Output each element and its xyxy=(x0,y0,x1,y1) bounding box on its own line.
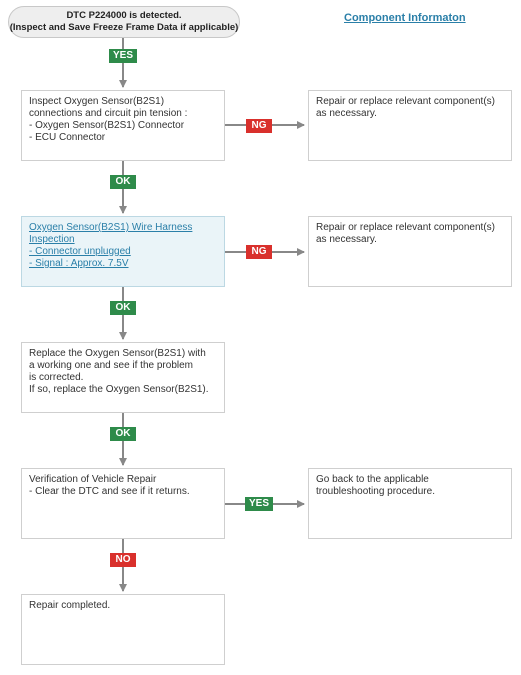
step-text: Inspect Oxygen Sensor(B2S1) xyxy=(29,96,165,107)
step-text: Replace the Oxygen Sensor(B2S1) with xyxy=(29,348,206,359)
connector-unplugged-link[interactable]: - Connector unplugged xyxy=(29,246,131,257)
step-text: connections and circuit pin tension : xyxy=(29,108,188,119)
ng-badge: NG xyxy=(246,119,272,133)
ok-badge: OK xyxy=(110,427,136,441)
start-line-1: DTC P224000 is detected. xyxy=(66,10,182,21)
side-text: troubleshooting procedure. xyxy=(316,486,435,497)
side-text: as necessary. xyxy=(316,108,377,119)
step-text: is corrected. xyxy=(29,372,84,383)
step-text: Repair completed. xyxy=(29,600,111,611)
step-verification xyxy=(21,468,225,539)
signal-voltage-link[interactable]: - Signal : Approx. 7.5V xyxy=(29,258,129,269)
ok-badge: OK xyxy=(110,175,136,189)
no-badge: NO xyxy=(110,553,136,567)
side-repair-replace-1 xyxy=(308,90,512,161)
wire-harness-link[interactable]: Inspection xyxy=(29,234,75,245)
yes-badge: YES xyxy=(109,49,137,63)
side-text: Repair or replace relevant component(s) xyxy=(316,96,495,107)
step-text: Verification of Vehicle Repair xyxy=(29,474,157,485)
side-go-back xyxy=(308,468,512,539)
side-repair-replace-2 xyxy=(308,216,512,287)
step-inspect-connections xyxy=(21,90,225,161)
step-text: - Clear the DTC and see if it returns. xyxy=(29,486,190,497)
component-information-link[interactable]: Component Informaton xyxy=(344,12,466,24)
start-node xyxy=(8,6,240,38)
step-repair-completed xyxy=(21,594,225,665)
step-replace-sensor xyxy=(21,342,225,413)
step-wire-harness-inspection xyxy=(21,216,225,287)
side-text: Go back to the applicable xyxy=(316,474,429,485)
step-text: a working one and see if the problem xyxy=(29,360,193,371)
step-text: If so, replace the Oxygen Sensor(B2S1). xyxy=(29,384,209,395)
ng-badge: NG xyxy=(246,245,272,259)
yes-badge: YES xyxy=(245,497,273,511)
step-text: - Oxygen Sensor(B2S1) Connector xyxy=(29,120,185,131)
wire-harness-link[interactable]: Oxygen Sensor(B2S1) Wire Harness xyxy=(29,222,193,233)
side-text: Repair or replace relevant component(s) xyxy=(316,222,495,233)
step-text: - ECU Connector xyxy=(29,132,106,143)
start-line-2: (Inspect and Save Freeze Frame Data if applicable) xyxy=(9,22,239,33)
ok-badge: OK xyxy=(110,301,136,315)
side-text: as necessary. xyxy=(316,234,377,245)
